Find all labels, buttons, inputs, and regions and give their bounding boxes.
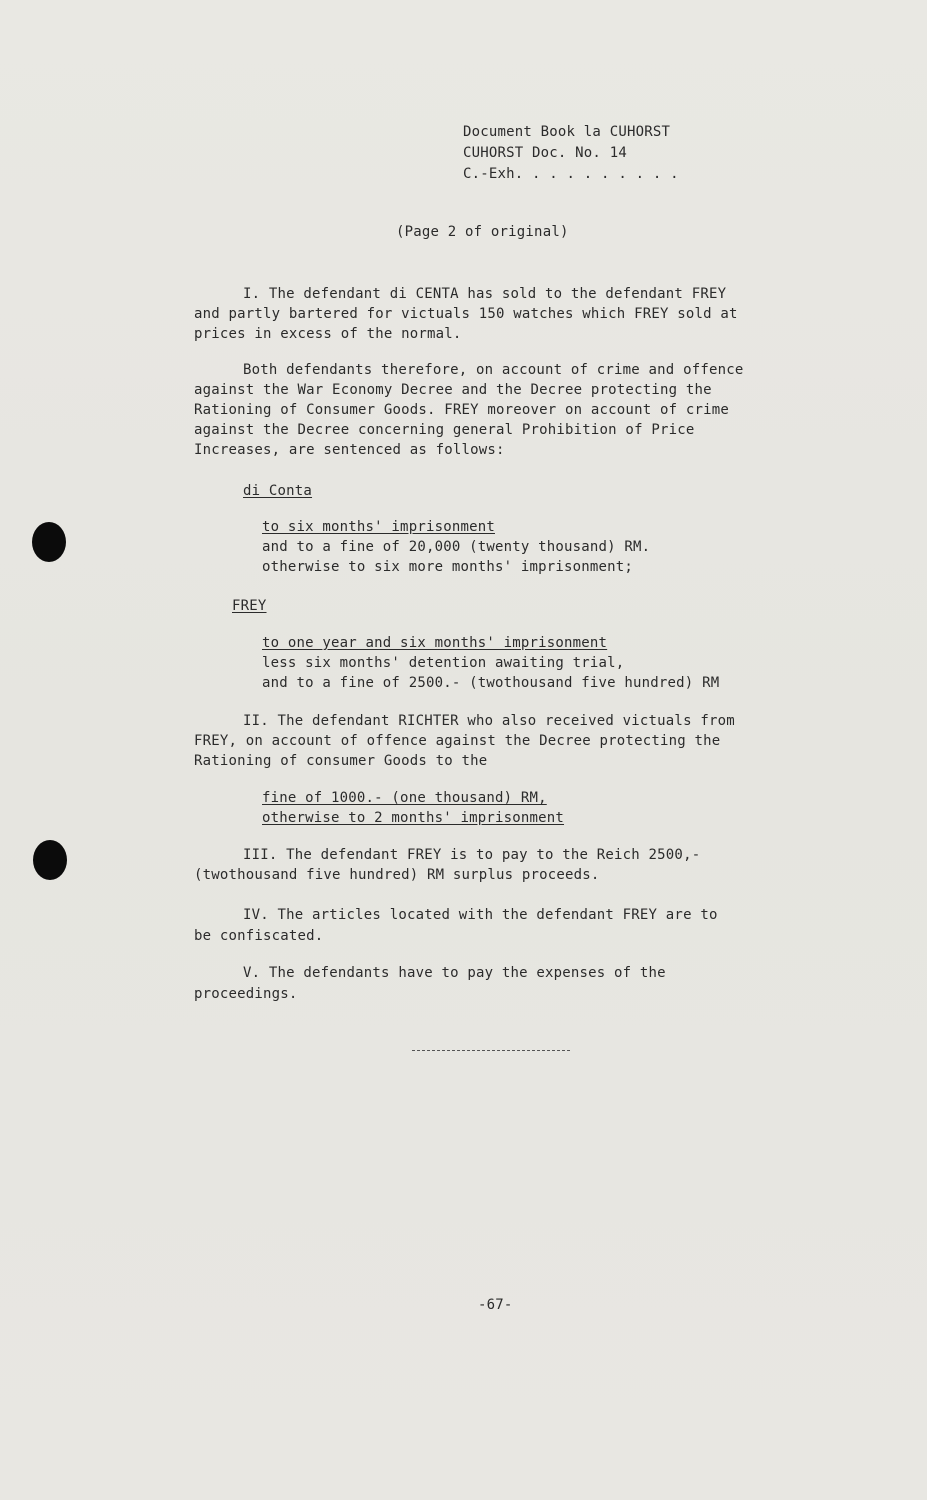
- diconta-line-3: otherwise to six more months' imprisonment;: [262, 559, 634, 575]
- para-II-line-1: II. The defendant RICHTER who also received victuals from: [243, 713, 735, 729]
- diconta-line-1: to six months' imprisonment: [262, 519, 495, 535]
- frey-line-2: less six months' detention awaiting trial,: [262, 655, 625, 671]
- punch-hole-lower: [33, 840, 67, 880]
- para-II-line-3: Rationing of consumer Goods to the: [194, 753, 488, 769]
- richter-line-1: fine of 1000.- (one thousand) RM,: [262, 790, 547, 806]
- header-exhibit: C.-Exh. . . . . . . . . .: [463, 166, 679, 182]
- para-both-line-4: against the Decree concerning general Prohibition of Price: [194, 422, 695, 438]
- para-both-line-2: against the War Economy Decree and the Decree protecting the: [194, 382, 712, 398]
- para-I-line-2: and partly bartered for victuals 150 watches which FREY sold at: [194, 306, 738, 322]
- richter-line-2: otherwise to 2 months' imprisonment: [262, 810, 565, 826]
- para-both-line-1: Both defendants therefore, on account of crime and offence: [243, 362, 744, 378]
- diconta-heading: di Conta: [243, 483, 313, 499]
- frey-line-1: to one year and six months' imprisonment: [262, 635, 608, 651]
- para-both-line-5: Increases, are sentenced as follows:: [194, 442, 505, 458]
- para-III-line-1: III. The defendant FREY is to pay to the Reich 2500,-: [243, 847, 701, 863]
- para-V-line-2: proceedings.: [194, 986, 298, 1002]
- para-I-line-1: I. The defendant di CENTA has sold to the defendant FREY: [243, 286, 727, 302]
- para-I-line-3: prices in excess of the normal.: [194, 326, 462, 342]
- frey-heading: FREY: [232, 598, 267, 614]
- frey-line-3: and to a fine of 2500.- (twothousand five hundred) RM: [262, 675, 720, 691]
- header-doc-number: CUHORST Doc. No. 14: [463, 145, 627, 161]
- diconta-line-2: and to a fine of 20,000 (twenty thousand) RM.: [262, 539, 651, 555]
- para-II-line-2: FREY, on account of offence against the Decree protecting the: [194, 733, 721, 749]
- para-III-line-2: (twothousand five hundred) RM surplus proceeds.: [194, 867, 600, 883]
- header-document-book: Document Book la CUHORST: [463, 124, 671, 140]
- para-V-line-1: V. The defendants have to pay the expenses of the: [243, 965, 666, 981]
- punch-hole-upper: [32, 522, 66, 562]
- para-IV-line-2: be confiscated.: [194, 928, 324, 944]
- page-of-original-note: (Page 2 of original): [396, 224, 569, 240]
- para-both-line-3: Rationing of Consumer Goods. FREY moreover on account of crime: [194, 402, 729, 418]
- page-number: -67-: [478, 1297, 513, 1313]
- section-divider: [412, 1050, 570, 1051]
- para-IV-line-1: IV. The articles located with the defendant FREY are to: [243, 907, 718, 923]
